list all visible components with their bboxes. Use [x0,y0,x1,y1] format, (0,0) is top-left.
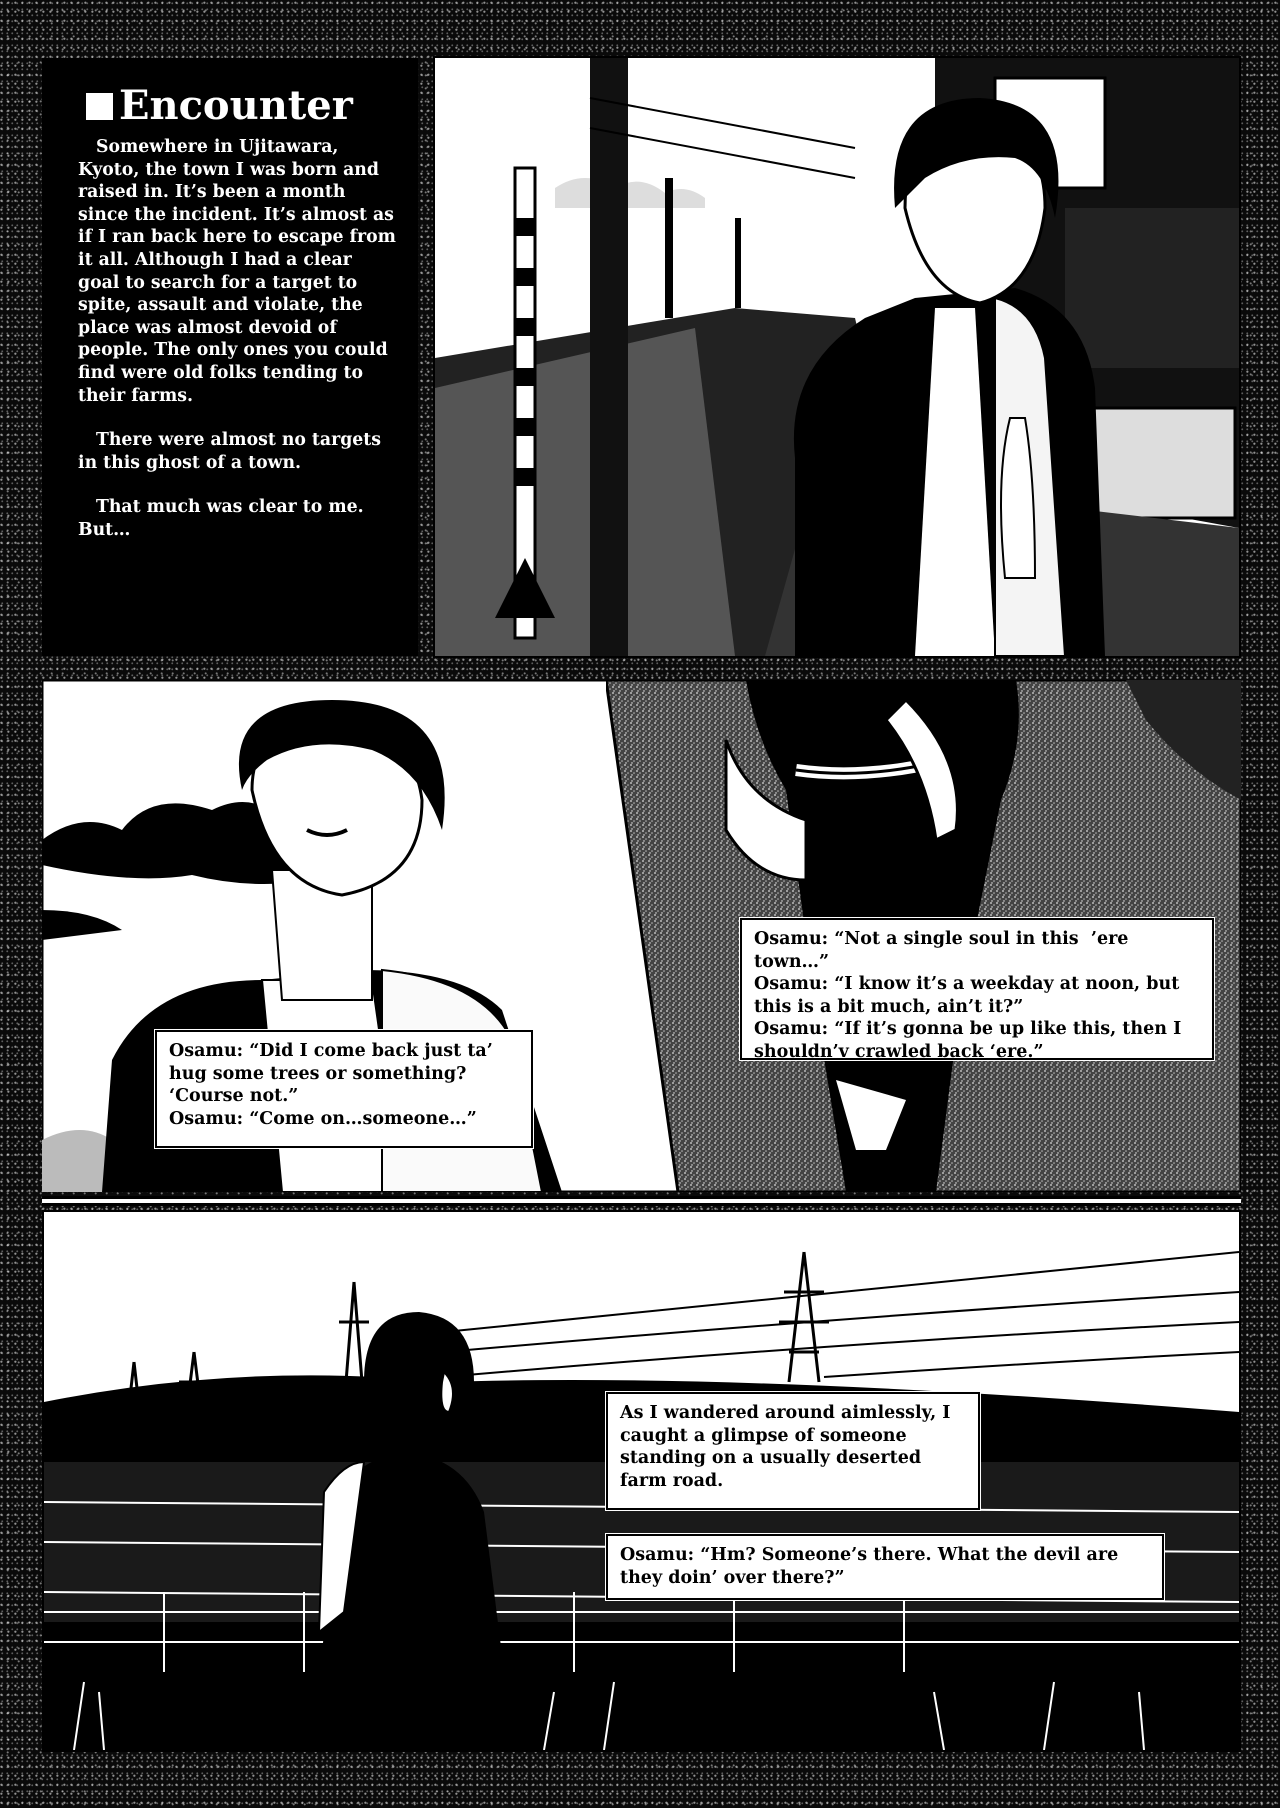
speech-line: Osamu: “If it’s gonna be up like this, then I shouldn’v crawled back ‘ere.” [754,1019,1188,1062]
speech-line: Osamu: “Come on…someone…” [169,1108,477,1129]
intro-paragraph-1: Somewhere in Ujitawara, Kyoto, the town I was born and raised in. It’s been a month since the incident. It’s almost as if I ran back here to escape from it all. Although I had a clear goal to search for a target to spite, assault and violate, the place was almost devoid of people. The only ones you could find were old folks tending to their farms. [78,137,396,406]
page-number: 5 [632,1708,644,1729]
speech-line: Osamu: “I know it’s a weekday at noon, but this is a bit much, ain’t it?” [754,974,1186,1017]
panel-walking-art [435,58,1239,656]
intro-narration [42,58,418,656]
speech-line: Osamu: “Not a single soul in this ’ere town…” [754,929,1135,972]
narration-box-panel-4 [606,1392,980,1510]
speech-box-panel-3 [740,918,1214,1060]
intro-paragraph-3: That much was clear to me. But… [78,497,364,540]
speech-line: Osamu: “Did I come back just ta’ hug some trees or something? ‘Course not.” [169,1041,499,1106]
speech-line: Osamu: “Hm? Someone’s there. What the devil are they doin’ over there?” [620,1545,1125,1588]
panel-divider [42,1196,1241,1206]
chapter-heading: Encounter [86,84,418,128]
narration-text: As I wandered around aimlessly, I caught a glimpse of someone standing on a usually deserted farm road. [620,1403,957,1491]
speech-box-panel-4 [606,1534,1164,1600]
panel-walking [433,56,1241,658]
speech-box-panel-2 [155,1030,533,1148]
square-bullet-icon [86,93,113,120]
intro-paragraph-2: There were almost no targets in this ghost of a town. [78,430,382,473]
